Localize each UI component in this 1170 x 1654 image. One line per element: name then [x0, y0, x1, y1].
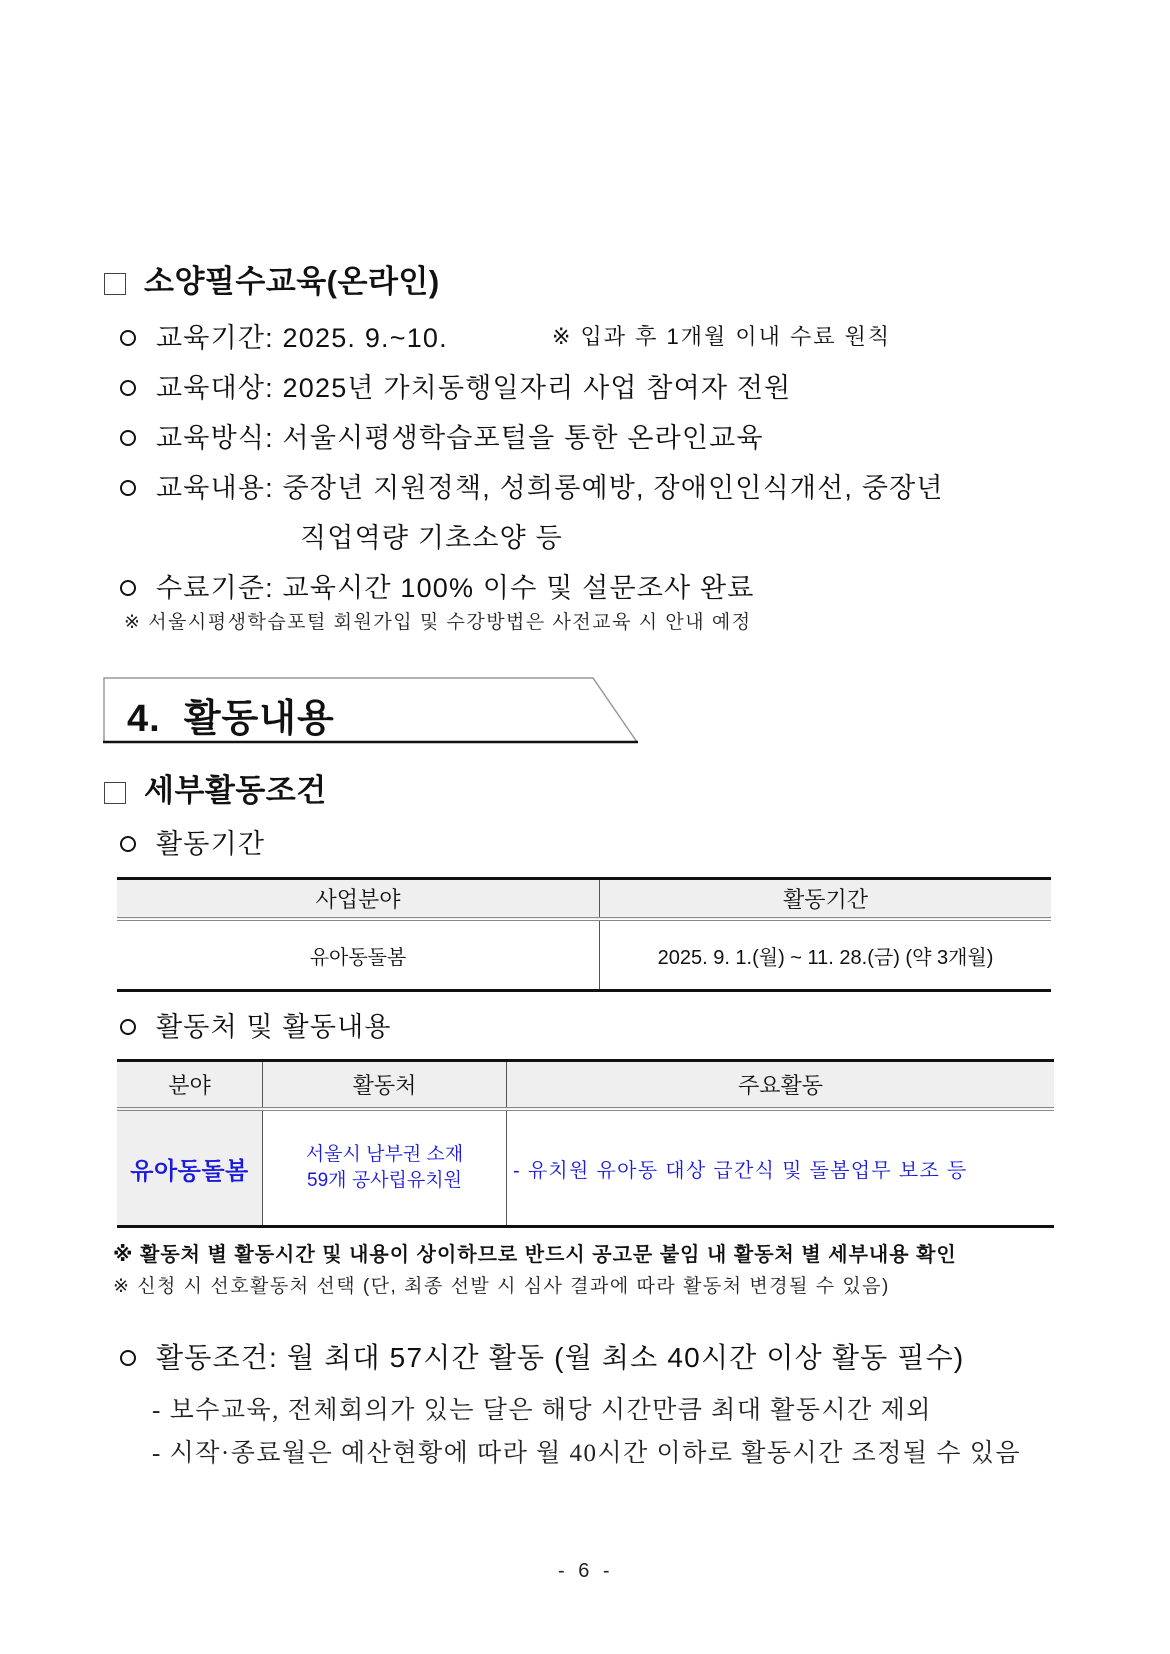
item-label: 활동조건:: [156, 1342, 278, 1373]
edu-item-period: [120, 316, 448, 355]
checkbox-square-icon: [104, 273, 126, 295]
page-number: - 6 -: [558, 1560, 614, 1582]
label-text: 활동처 및 활동내용: [156, 1012, 392, 1042]
checkbox-square-icon: [104, 782, 126, 804]
col-header-activity: 주요활동: [507, 1061, 1055, 1110]
section-title: 활동내용: [183, 698, 335, 740]
table-header-row: [117, 1061, 1054, 1110]
circle-bullet-icon: [120, 380, 136, 396]
circle-bullet-icon: [120, 836, 136, 852]
edu-item-method: [120, 416, 764, 455]
condition-subitem-2: - 시작·종료월은 예산현황에 따라 월 40시간 이하로 활동시간 조정될 수 있음: [152, 1440, 1022, 1467]
section-header-box: [103, 677, 637, 743]
item-value: 교육시간 100% 이수 및 설문조사 완료: [282, 573, 755, 603]
circle-bullet-icon: [120, 580, 136, 596]
places-table: [117, 1059, 1054, 1228]
item-value: 2025. 9.~10.: [282, 323, 448, 353]
edu-item-criteria: [120, 566, 755, 605]
item-label: 수료기준:: [156, 573, 274, 603]
col-header-field: 분야: [117, 1061, 263, 1110]
place-line-1: 서울시 남부권 소재: [305, 1144, 464, 1165]
places-label: [120, 1005, 392, 1044]
item-value: 중장년 지원정책, 성희롱예방, 장애인인식개선, 중장년: [282, 473, 944, 503]
section-heading-conditions: [104, 765, 327, 810]
table-header-row: [117, 879, 1051, 920]
cell-place: [263, 1109, 507, 1227]
cell-period: 2025. 9. 1.(월) ~ 11. 28.(금) (약 3개월): [600, 919, 1052, 991]
cell-activity: - 유치원 유아동 대상 급간식 및 돌봄업무 보조 등: [507, 1109, 1055, 1227]
place-line-2: 59개 공사립유치원: [307, 1170, 462, 1191]
circle-bullet-icon: [120, 430, 136, 446]
item-label: 교육방식:: [156, 423, 274, 453]
label-text: 활동기간: [156, 829, 266, 859]
cell-field: 유아동돌봄: [117, 919, 600, 991]
item-label: 교육대상:: [156, 373, 274, 403]
item-value: 2025년 가치동행일자리 사업 참여자 전원: [282, 373, 792, 403]
section-number: 4.: [127, 698, 161, 740]
edu-footnote: ※ 서울시평생학습포털 회원가입 및 수강방법은 사전교육 시 안내 예정: [124, 612, 752, 633]
circle-bullet-icon: [120, 1019, 136, 1035]
item-value: 월 최대 57시간 활동 (월 최소 40시간 이상 활동 필수): [286, 1342, 965, 1373]
col-header-place: 활동처: [263, 1061, 507, 1110]
edu-item-content-cont: 직업역량 기초소양 등: [300, 523, 563, 553]
period-table: [117, 877, 1051, 992]
section-heading-education: [104, 256, 440, 301]
period-label: [120, 822, 265, 861]
heading-text: 소양필수교육(온라인): [144, 264, 440, 299]
col-header-field: 사업분야: [117, 879, 600, 920]
table-row: [117, 1109, 1054, 1227]
places-note-1: ※ 활동처 별 활동시간 및 내용이 상이하므로 반드시 공고문 붙임 내 활동처 별 세부내용 확인: [113, 1244, 957, 1266]
table-row: [117, 919, 1051, 991]
edu-period-note: ※ 입과 후 1개월 이내 수료 원칙: [552, 324, 892, 349]
places-note-2: ※ 신청 시 선호활동처 선택 (단, 최종 선발 시 심사 결과에 따라 활동처 변경될 수 있음): [113, 1276, 890, 1297]
col-header-period: 활동기간: [600, 879, 1052, 920]
condition-item: [120, 1336, 964, 1376]
condition-subitem-1: - 보수교육, 전체회의가 있는 달은 해당 시간만큼 최대 활동시간 제외: [152, 1397, 932, 1424]
cell-field: 유아동돌봄: [117, 1109, 263, 1227]
item-value: 서울시평생학습포털을 통한 온라인교육: [282, 423, 764, 453]
circle-bullet-icon: [120, 330, 136, 346]
edu-item-content: [120, 466, 944, 505]
edu-item-target: [120, 366, 791, 405]
item-label: 교육기간:: [156, 323, 274, 353]
heading-text: 세부활동조건: [144, 773, 327, 808]
circle-bullet-icon: [120, 480, 136, 496]
circle-bullet-icon: [120, 1350, 136, 1366]
item-label: 교육내용:: [156, 473, 274, 503]
section-header-title: [127, 687, 335, 742]
